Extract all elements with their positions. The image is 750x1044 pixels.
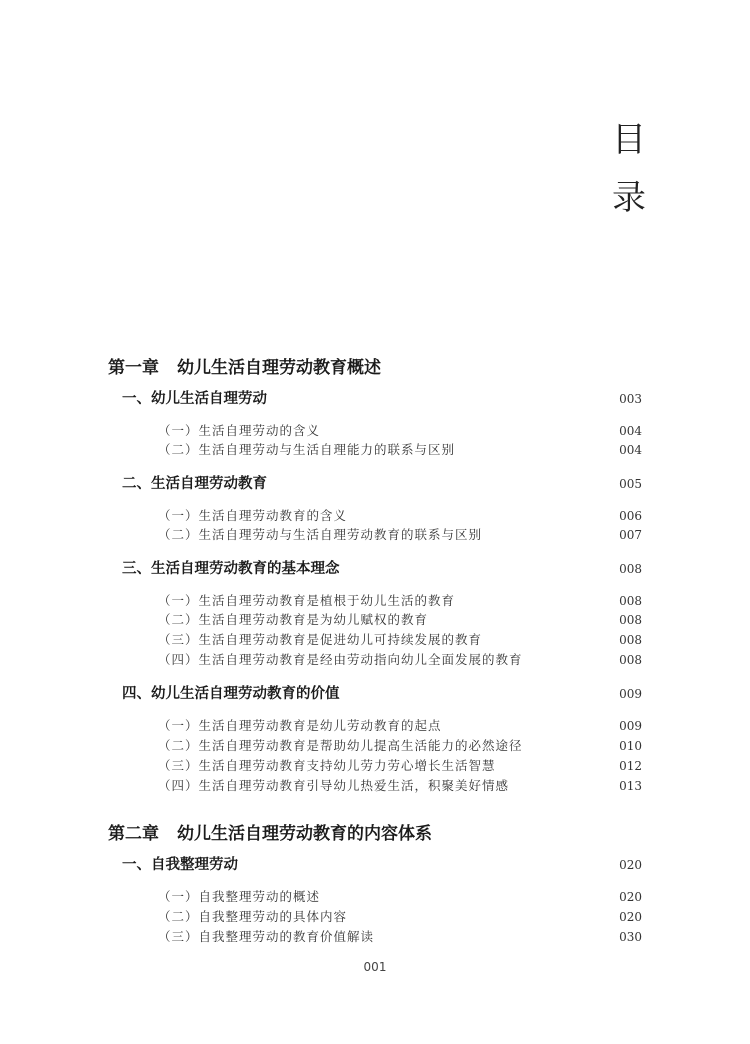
section-label: 一、自我整理劳动 [122, 857, 238, 873]
page-number: 009 [619, 719, 642, 733]
toc-section [122, 557, 642, 578]
page-number: 008 [619, 562, 642, 576]
toc-section [122, 853, 642, 874]
subsection-label: （二）生活自理劳动教育是帮助幼儿提高生活能力的必然途径 [158, 738, 523, 753]
toc-subsection [158, 525, 642, 543]
chapter-heading [108, 353, 381, 378]
page-number: 004 [619, 443, 642, 457]
subsection-label: （一）生活自理劳动教育是植根于幼儿生活的教育 [158, 593, 456, 608]
toc-subsection [158, 591, 642, 609]
page-number: 005 [619, 477, 642, 491]
toc-subsection [158, 610, 642, 628]
page-number: 009 [619, 687, 642, 701]
section-label: 四、幼儿生活自理劳动教育的价值 [122, 686, 340, 702]
subsection-label: （四）生活自理劳动教育引导幼儿热爱生活，积聚美好情感 [158, 778, 510, 793]
toc-subsection [158, 907, 642, 925]
toc-subsection [158, 887, 642, 905]
toc-subsection [158, 440, 642, 458]
toc-subsection [158, 650, 642, 668]
page-number: 008 [619, 613, 642, 627]
toc-subsection [158, 716, 642, 734]
subsection-label: （三）自我整理劳动的教育价值解读 [158, 929, 375, 944]
page-number: 013 [619, 779, 642, 793]
page-number: 020 [619, 910, 642, 924]
toc-subsection [158, 927, 642, 945]
toc-subsection [158, 630, 642, 648]
page-number: 004 [619, 424, 642, 438]
chapter-number: 第二章 [108, 824, 159, 844]
toc-subsection [158, 776, 642, 794]
section-label: 一、幼儿生活自理劳动 [122, 391, 267, 407]
page-number: 006 [619, 509, 642, 523]
toc-title-char-1: 目 [612, 120, 646, 160]
section-label: 二、生活自理劳动教育 [122, 476, 267, 492]
subsection-label: （二）生活自理劳动教育是为幼儿赋权的教育 [158, 612, 429, 627]
chapter-heading [108, 819, 432, 844]
subsection-label: （四）生活自理劳动教育是经由劳动指向幼儿全面发展的教育 [158, 652, 523, 667]
page-number: 008 [619, 594, 642, 608]
subsection-label: （一）生活自理劳动教育的含义 [158, 508, 348, 523]
subsection-label: （三）生活自理劳动教育支持幼儿劳力劳心增长生活智慧 [158, 758, 496, 773]
page-number: 007 [619, 528, 642, 542]
toc-subsection [158, 506, 642, 524]
toc-subsection [158, 736, 642, 754]
page-number: 010 [619, 739, 642, 753]
chapter-title: 幼儿生活自理劳动教育的内容体系 [177, 824, 432, 844]
subsection-label: （二）生活自理劳动与生活自理能力的联系与区别 [158, 442, 456, 457]
subsection-label: （三）生活自理劳动教育是促进幼儿可持续发展的教育 [158, 632, 483, 647]
chapter-title: 幼儿生活自理劳动教育概述 [177, 358, 381, 378]
page-number: 020 [619, 858, 642, 872]
page-number: 030 [619, 930, 642, 944]
toc-title-char-2: 录 [612, 178, 646, 218]
subsection-label: （一）自我整理劳动的概述 [158, 889, 321, 904]
page-number: 012 [619, 759, 642, 773]
toc-subsection [158, 756, 642, 774]
subsection-label: （一）生活自理劳动的含义 [158, 423, 321, 438]
page-number: 003 [619, 392, 642, 406]
toc-section [122, 387, 642, 408]
chapter-number: 第一章 [108, 358, 159, 378]
subsection-label: （二）生活自理劳动与生活自理劳动教育的联系与区别 [158, 527, 483, 542]
toc-section [122, 682, 642, 703]
page-number: 008 [619, 653, 642, 667]
toc-subsection [158, 421, 642, 439]
toc-section [122, 472, 642, 493]
section-label: 三、生活自理劳动教育的基本理念 [122, 561, 340, 577]
page-number: 020 [619, 890, 642, 904]
page-number: 008 [619, 633, 642, 647]
subsection-label: （一）生活自理劳动教育是幼儿劳动教育的起点 [158, 718, 442, 733]
subsection-label: （二）自我整理劳动的具体内容 [158, 909, 348, 924]
footer-page-number: 001 [363, 960, 387, 974]
